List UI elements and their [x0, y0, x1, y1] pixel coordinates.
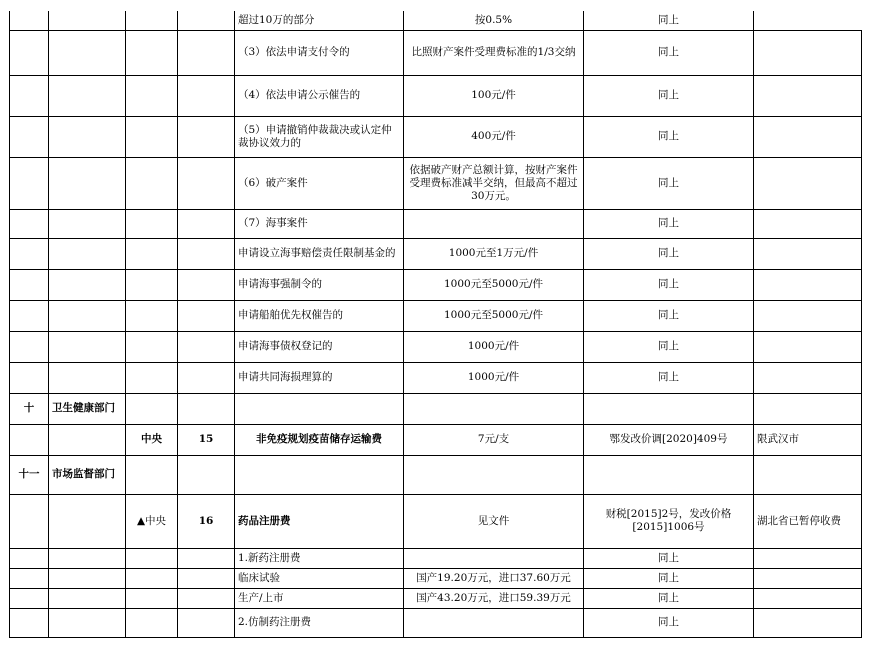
index-cell — [10, 588, 49, 608]
number-cell — [178, 608, 235, 637]
item-cell: 2.仿制药注册费 — [235, 608, 404, 637]
level-cell — [126, 588, 178, 608]
standard-cell — [404, 608, 584, 637]
standard-cell — [404, 455, 584, 494]
standard-cell: 7元/支 — [404, 424, 584, 455]
number-cell: 15 — [178, 424, 235, 455]
department-cell — [49, 362, 126, 393]
level-cell — [126, 362, 178, 393]
level-cell — [126, 238, 178, 269]
standard-cell: 1000元至1万元/件 — [404, 238, 584, 269]
table-row — [10, 362, 862, 393]
department-cell — [49, 30, 126, 75]
basis-cell: 同上 — [584, 608, 754, 637]
level-cell — [126, 300, 178, 331]
index-cell — [10, 30, 49, 75]
number-cell — [178, 393, 235, 424]
level-cell — [126, 568, 178, 588]
standard-cell: 1000元/件 — [404, 362, 584, 393]
index-cell: 十 — [10, 393, 49, 424]
standard-cell: 100元/件 — [404, 75, 584, 116]
department-cell — [49, 238, 126, 269]
item-cell: （5）申请撤销仲裁裁决或认定仲裁协议效力的 — [235, 116, 404, 157]
department-cell — [49, 588, 126, 608]
number-cell — [178, 30, 235, 75]
level-cell: 中央 — [126, 424, 178, 455]
basis-cell: 同上 — [584, 331, 754, 362]
level-cell — [126, 393, 178, 424]
table-row — [10, 588, 862, 608]
index-cell — [10, 209, 49, 238]
table-row — [10, 331, 862, 362]
table-row — [10, 494, 862, 548]
number-cell — [178, 331, 235, 362]
index-cell — [10, 362, 49, 393]
level-cell — [126, 548, 178, 568]
standard-cell: 1000元至5000元/件 — [404, 269, 584, 300]
table-row — [10, 455, 862, 494]
table-row — [10, 209, 862, 238]
index-cell — [10, 548, 49, 568]
department-cell — [49, 157, 126, 209]
table-row — [10, 269, 862, 300]
standard-cell — [404, 393, 584, 424]
department-cell — [49, 424, 126, 455]
department-cell — [49, 75, 126, 116]
department-cell — [49, 608, 126, 637]
department-cell — [49, 269, 126, 300]
level-cell — [126, 331, 178, 362]
table-row — [10, 568, 862, 588]
index-cell — [10, 116, 49, 157]
note-cell — [754, 588, 862, 608]
department-cell — [49, 209, 126, 238]
fee-table — [9, 11, 862, 638]
level-cell — [126, 209, 178, 238]
level-cell — [126, 608, 178, 637]
item-cell: 药品注册费 — [235, 494, 404, 548]
index-cell — [10, 157, 49, 209]
index-cell: 十一 — [10, 455, 49, 494]
basis-cell: 同上 — [584, 548, 754, 568]
note-cell: 限武汉市 — [754, 424, 862, 455]
item-cell: （3）依法申请支付令的 — [235, 30, 404, 75]
level-cell — [126, 269, 178, 300]
index-cell — [10, 608, 49, 637]
note-cell — [754, 11, 862, 30]
department-cell — [49, 548, 126, 568]
item-cell: 申请设立海事赔偿责任限制基金的 — [235, 238, 404, 269]
basis-cell: 同上 — [584, 568, 754, 588]
level-cell — [126, 455, 178, 494]
basis-cell: 同上 — [584, 238, 754, 269]
basis-cell — [584, 393, 754, 424]
number-cell — [178, 11, 235, 30]
department-cell — [49, 568, 126, 588]
standard-cell: 见文件 — [404, 494, 584, 548]
index-cell — [10, 568, 49, 588]
basis-cell: 同上 — [584, 269, 754, 300]
table-row — [10, 548, 862, 568]
number-cell — [178, 269, 235, 300]
basis-cell: 同上 — [584, 116, 754, 157]
note-cell — [754, 269, 862, 300]
basis-cell: 同上 — [584, 157, 754, 209]
note-cell — [754, 116, 862, 157]
department-cell — [49, 331, 126, 362]
table-row — [10, 300, 862, 331]
basis-cell: 同上 — [584, 362, 754, 393]
item-cell: 1.新药注册费 — [235, 548, 404, 568]
number-cell — [178, 588, 235, 608]
index-cell — [10, 331, 49, 362]
note-cell — [754, 568, 862, 588]
standard-cell: 国产43.20万元，进口59.39万元 — [404, 588, 584, 608]
table-row — [10, 75, 862, 116]
department-cell — [49, 11, 126, 30]
department-cell — [49, 116, 126, 157]
basis-cell: 鄂发改价调[2020]409号 — [584, 424, 754, 455]
note-cell — [754, 548, 862, 568]
level-cell — [126, 116, 178, 157]
basis-cell: 同上 — [584, 11, 754, 30]
item-cell: （4）依法申请公示催告的 — [235, 75, 404, 116]
number-cell — [178, 238, 235, 269]
standard-cell: 1000元至5000元/件 — [404, 300, 584, 331]
index-cell — [10, 300, 49, 331]
basis-cell: 同上 — [584, 209, 754, 238]
index-cell — [10, 269, 49, 300]
level-cell: ▲中央 — [126, 494, 178, 548]
index-cell — [10, 11, 49, 30]
department-cell: 市场监督部门 — [49, 455, 126, 494]
department-cell — [49, 494, 126, 548]
table-row — [10, 11, 862, 30]
item-cell: 生产/上市 — [235, 588, 404, 608]
basis-cell: 同上 — [584, 300, 754, 331]
item-cell: 申请船舶优先权催告的 — [235, 300, 404, 331]
note-cell — [754, 455, 862, 494]
table-row — [10, 424, 862, 455]
table-row — [10, 116, 862, 157]
table-row — [10, 608, 862, 637]
level-cell — [126, 11, 178, 30]
basis-cell: 同上 — [584, 588, 754, 608]
index-cell — [10, 75, 49, 116]
item-cell: 申请海事强制令的 — [235, 269, 404, 300]
item-cell: 申请共同海损理算的 — [235, 362, 404, 393]
standard-cell: 400元/件 — [404, 116, 584, 157]
index-cell — [10, 424, 49, 455]
basis-cell: 财税[2015]2号，发改价格[2015]1006号 — [584, 494, 754, 548]
note-cell — [754, 238, 862, 269]
number-cell — [178, 455, 235, 494]
note-cell — [754, 300, 862, 331]
index-cell — [10, 238, 49, 269]
number-cell — [178, 568, 235, 588]
note-cell: 湖北省已暂停收费 — [754, 494, 862, 548]
item-cell: （6）破产案件 — [235, 157, 404, 209]
standard-cell: 1000元/件 — [404, 331, 584, 362]
level-cell — [126, 30, 178, 75]
number-cell — [178, 116, 235, 157]
table-row — [10, 30, 862, 75]
level-cell — [126, 157, 178, 209]
number-cell — [178, 157, 235, 209]
table-row — [10, 157, 862, 209]
note-cell — [754, 157, 862, 209]
standard-cell: 国产19.20万元，进口37.60万元 — [404, 568, 584, 588]
standard-cell — [404, 548, 584, 568]
number-cell: 16 — [178, 494, 235, 548]
number-cell — [178, 209, 235, 238]
note-cell — [754, 209, 862, 238]
table-row — [10, 238, 862, 269]
basis-cell — [584, 455, 754, 494]
standard-cell: 按0.5% — [404, 11, 584, 30]
standard-cell — [404, 209, 584, 238]
standard-cell: 依据破产财产总额计算，按财产案件受理费标准减半交纳，但最高不超过30万元。 — [404, 157, 584, 209]
note-cell — [754, 30, 862, 75]
number-cell — [178, 300, 235, 331]
item-cell — [235, 393, 404, 424]
number-cell — [178, 362, 235, 393]
note-cell — [754, 331, 862, 362]
standard-cell: 比照财产案件受理费标准的1/3交纳 — [404, 30, 584, 75]
note-cell — [754, 393, 862, 424]
item-cell: 非免疫规划疫苗储存运输费 — [235, 424, 404, 455]
note-cell — [754, 608, 862, 637]
level-cell — [126, 75, 178, 116]
basis-cell: 同上 — [584, 30, 754, 75]
department-cell — [49, 300, 126, 331]
note-cell — [754, 362, 862, 393]
item-cell: （7）海事案件 — [235, 209, 404, 238]
item-cell: 超过10万的部分 — [235, 11, 404, 30]
note-cell — [754, 75, 862, 116]
number-cell — [178, 548, 235, 568]
department-cell: 卫生健康部门 — [49, 393, 126, 424]
item-cell: 申请海事债权登记的 — [235, 331, 404, 362]
item-cell: 临床试验 — [235, 568, 404, 588]
basis-cell: 同上 — [584, 75, 754, 116]
number-cell — [178, 75, 235, 116]
item-cell — [235, 455, 404, 494]
index-cell — [10, 494, 49, 548]
table-row — [10, 393, 862, 424]
